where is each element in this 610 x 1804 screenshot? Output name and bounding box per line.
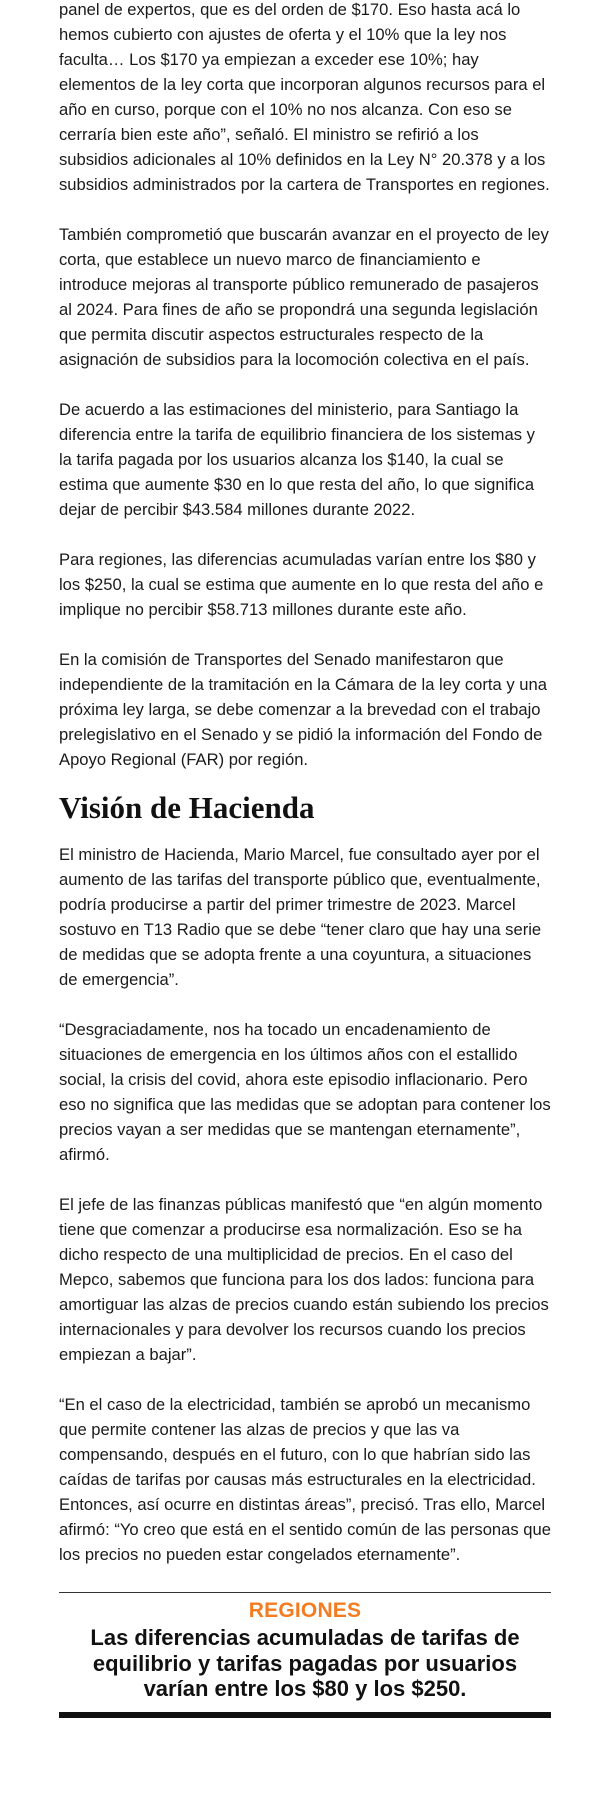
- article-paragraph: De acuerdo a las estimaciones del ministerio, para Santiago la diferencia entre la tarifa de equilibrio financiera de los sistemas y la tarifa pagada por los usuarios alcanza los $140, la cual se estima que aumente $30 en lo que resta del año, lo que significa dejar de percibir $43.584 millones durante 2022.: [59, 400, 535, 519]
- pull-quote-text: Las diferencias acumuladas de tarifas de equilibrio y tarifas pagadas por usuarios varían entre los $80 y los $250.: [90, 1625, 520, 1701]
- article-paragraph: En la comisión de Transportes del Senado manifestaron que independiente de la tramitación en la Cámara de la ley corta y una próxima ley larga, se debe comenzar a la brevedad con el trabajo prelegislativo en el Senado y se pidió la información del Fondo de Apoyo Regional (FAR) por región.: [59, 650, 547, 769]
- pull-quote-kicker: REGIONES: [248, 1599, 362, 1622]
- article-paragraph: El ministro de Hacienda, Mario Marcel, fue consultado ayer por el aumento de las tarifas del transporte público que, eventualmente, podría producirse a partir del primer trimestre de 2023. Marcel sostuvo en T13 Radio que se debe “tener claro que hay una serie de medidas que se adopta frente a una coyuntura, a situaciones de emergencia”.: [59, 845, 542, 989]
- article-paragraph: panel de expertos, que es del orden de $170. Eso hasta acá lo hemos cubierto con ajustes de oferta y el 10% que la ley nos faculta… Los $170 ya empiezan a exceder ese 10%; hay elementos de la ley corta que incorporan algunos recursos para el año en curso, porque con el 10% no nos alcanza. Con eso se cerraría bien este año”, señaló. El ministro se refirió a los subsidios adicionales al 10% definidos en la Ley N° 20.378 y a los subsidios administrados por la cartera de Transportes en regiones.: [59, 0, 550, 194]
- pull-quote-box: [59, 1592, 551, 1718]
- article-paragraph: Para regiones, las diferencias acumuladas varían entre los $80 y los $250, la cual se estima que aumente en lo que resta del año e implique no percibir $58.713 millones durante este año.: [59, 550, 544, 619]
- article-paragraph: También comprometió que buscarán avanzar en el proyecto de ley corta, que establece un nuevo marco de financiamiento e introduce mejoras al transporte público remunerado de pasajeros al 2024. Para fines de año se propondrá una segunda legislación que permita discutir aspectos estructurales respecto de la asignación de subsidios para la locomoción colectiva en el país.: [59, 225, 549, 369]
- article-paragraph: “Desgraciadamente, nos ha tocado un encadenamiento de situaciones de emergencia en los últimos años con el estallido social, la crisis del covid, ahora este episodio inflacionario. Pero eso no significa que las medidas que se adoptan para contener los precios vayan a ser medidas que se mantengan eternamente”, afirmó.: [59, 1020, 551, 1164]
- article-body: [59, 0, 551, 1718]
- article-paragraph: “En el caso de la electricidad, también se aprobó un mecanismo que permite contener las alzas de precios y que las va compensando, después en el futuro, con lo que habrían sido las caídas de tarifas por causas más estructurales en la electricidad. Entonces, así ocurre en distintas áreas”, precisó. Tras ello, Marcel afirmó: “Yo creo que está en el sentido común de las personas que los precios no pueden estar congelados eternamente”.: [59, 1395, 551, 1564]
- section-heading: Visión de Hacienda: [59, 790, 315, 825]
- pull-quote-bottom-rule: [59, 1712, 551, 1718]
- article-paragraph: El jefe de las finanzas públicas manifestó que “en algún momento tiene que comenzar a producirse esa normalización. Eso se ha dicho respecto de una multiplicidad de precios. En el caso del Mepco, sabemos que funciona para los dos lados: funciona para amortiguar las alzas de precios cuando están subiendo los precios internacionales y para devolver los recursos cuando los precios empiezan a bajar”.: [59, 1195, 549, 1364]
